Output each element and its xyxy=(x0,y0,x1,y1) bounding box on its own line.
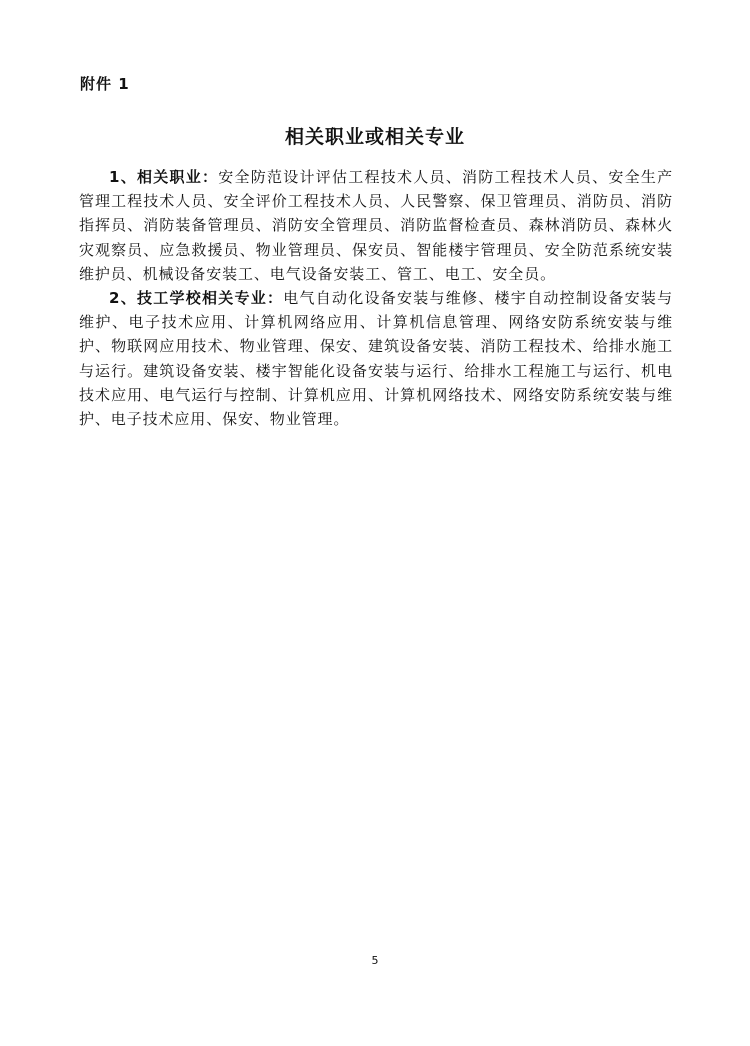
document-body xyxy=(79,165,673,431)
document-title: 相关职业或相关专业 xyxy=(284,126,465,148)
section-text-occupations: 安全防范设计评估工程技术人员、消防工程技术人员、安全生产管理工程技术人员、安全评价工程技术人员、人民警察、保卫管理员、消防员、消防指挥员、消防装备管理员、消防安全管理员、消防监督检查员、森林消防员、森林火灾观察员、应急救援员、物业管理员、保安员、智能楼宇管理员、安全防范系统安装维护员、机械设备安装工、电气设备安装工、管工、电工、安全员。 xyxy=(79,168,673,283)
section-related-majors xyxy=(79,286,673,431)
section-heading-majors: 2、技工学校相关专业： xyxy=(109,289,284,308)
section-text-majors: 电气自动化设备安装与维修、楼宇自动控制设备安装与维护、电子技术应用、计算机网络应用、计算机信息管理、网络安防系统安装与维护、物联网应用技术、物业管理、保安、建筑设备安装、消防工程技术、给排水施工与运行。建筑设备安装、楼宇智能化设备安装与运行、给排水工程施工与运行、机电技术应用、电气运行与控制、计算机应用、计算机网络技术、网络安防系统安装与维护、电子技术应用、保安、物业管理。 xyxy=(79,289,674,429)
section-heading-occupations: 1、相关职业： xyxy=(109,168,219,186)
section-related-occupations xyxy=(79,165,673,286)
annex-label: 附件 1 xyxy=(80,75,130,93)
page-number: 5 xyxy=(371,954,379,967)
